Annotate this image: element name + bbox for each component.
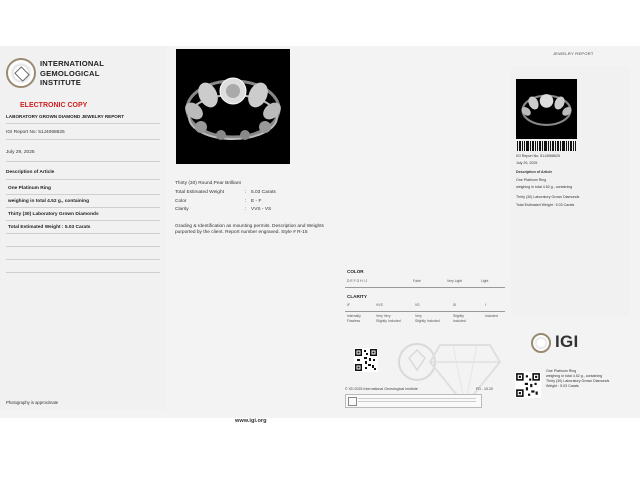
org-name-line1: INTERNATIONAL	[40, 59, 105, 68]
microtext-line	[358, 401, 476, 402]
clarity-desc: Included	[485, 314, 498, 318]
right-report-number: IGI Report No: 51J4068625	[516, 154, 560, 158]
igi-logo	[531, 333, 591, 355]
copyright: © IGI 2025 International Gemological Institute	[345, 387, 418, 391]
description-title: Description of Article	[6, 170, 55, 175]
property-row	[175, 189, 345, 198]
report-date: July 29, 2025	[6, 150, 35, 155]
org-name-line2: GEMOLOGICAL	[40, 68, 100, 78]
right-report-date: July 29, 2025	[516, 161, 538, 165]
ring-photo	[176, 49, 290, 164]
color-scale-line	[345, 287, 505, 288]
right-desc-line: weighing in total 4.52 g., containing	[516, 185, 573, 189]
clarity-scale-title: CLARITY	[347, 294, 367, 299]
clarity-desc: Very	[415, 314, 422, 318]
right-desc-line: One Platinum Ring	[516, 178, 547, 182]
grading-properties	[175, 180, 345, 215]
electronic-copy-label: ELECTRONIC COPY	[20, 102, 88, 109]
clarity-si: SI	[453, 303, 457, 307]
color-very-light: Very Light	[447, 279, 463, 283]
barcode-icon	[516, 141, 577, 151]
divider	[6, 139, 160, 140]
jewelry-report-label: JEWELRY REPORT	[553, 51, 594, 56]
property-colon: :	[245, 189, 247, 195]
clarity-desc: Very Very	[376, 314, 391, 318]
summary-line: weighing in total 4.52 g., containing	[546, 374, 603, 378]
igi-logo-block	[6, 58, 156, 98]
property-colon: :	[245, 198, 247, 204]
clarity-desc: Slightly Included	[415, 319, 440, 323]
security-strip	[345, 394, 482, 408]
shape-line: Thirty (30) Round,Pear Brilliant	[175, 181, 241, 186]
divider	[6, 233, 160, 234]
clarity-scale-line	[345, 311, 505, 312]
color-faint: Faint	[413, 279, 421, 283]
property-value: VVS - VS	[251, 207, 272, 213]
property-value: E - F	[251, 198, 262, 204]
summary-line: Thirty (30) Laboratory Grown Diamonds	[546, 379, 610, 383]
report-type: LABORATORY GROWN DIAMOND JEWELRY REPORT	[6, 114, 124, 119]
summary-line: Weight : 5.03 Carats	[546, 384, 579, 388]
desc-line1: One Platinum Ring	[8, 186, 51, 191]
property-label: Clarity	[175, 207, 189, 213]
divider	[6, 123, 160, 124]
property-value: 5.03 Carats	[251, 189, 276, 195]
property-row	[175, 206, 345, 215]
microtext-line	[358, 398, 476, 399]
comments: Grading & Identification as mounting permits. Description and Weights purported by the client. Report number engraved. Style # R-15	[175, 224, 324, 235]
property-row	[175, 198, 345, 207]
photo-note: Photography is approximate	[6, 400, 59, 405]
right-desc-line: Thirty (30) Laboratory Grown Diamonds	[516, 195, 580, 199]
divider	[6, 207, 160, 208]
clarity-vvs: VVS	[376, 303, 383, 307]
igi-seal-icon	[6, 58, 36, 88]
right-description-title: Description of Article	[516, 170, 553, 174]
org-name	[40, 59, 104, 88]
desc-line2: weighing in total 4.52 g., containing	[8, 199, 90, 204]
summary-line: One Platinum Ring	[546, 369, 577, 373]
shape-row	[175, 180, 345, 189]
divider	[6, 272, 160, 273]
hologram-icon	[348, 397, 357, 406]
igi-seal-icon	[531, 333, 551, 353]
divider	[6, 246, 160, 247]
clarity-desc: Internally	[347, 314, 361, 318]
color-scale-title: COLOR	[347, 269, 364, 274]
clarity-i: I	[485, 303, 486, 307]
divider	[6, 259, 160, 260]
desc-line4: Total Estimated Weight : 5.03 Carats	[8, 225, 91, 230]
org-name-line3: INSTITUTE	[40, 78, 82, 87]
property-colon: :	[245, 207, 247, 213]
divider	[6, 194, 160, 195]
clarity-if: IF	[347, 303, 351, 307]
divider	[6, 161, 160, 162]
clarity-desc: Flawless	[347, 319, 361, 323]
clarity-desc: Included	[453, 319, 466, 323]
property-label: Total Estimated Weight	[175, 189, 224, 195]
qr-code-icon	[354, 348, 378, 372]
report-number: IGI Report No: 51J4068625	[6, 130, 65, 135]
igi-wordmark: IGI	[555, 332, 579, 351]
form-code: FD - 10.20	[476, 387, 493, 391]
divider	[6, 179, 160, 180]
ring-image	[176, 49, 290, 164]
color-light: Light	[481, 279, 489, 283]
website-link[interactable]: www.igi.org	[235, 418, 267, 424]
ring-thumbnail	[516, 79, 577, 139]
qr-code-icon	[515, 372, 541, 398]
ring-thumbnail-image	[516, 79, 577, 139]
property-label: Color	[175, 198, 187, 204]
clarity-vs: VS	[415, 303, 420, 307]
right-desc-line: Total Estimated Weight : 5.03 Carats	[516, 203, 575, 207]
divider	[6, 220, 160, 221]
desc-line3: Thirty (30) Laboratory Grown Diamonds	[8, 212, 99, 217]
clarity-desc: Slightly Included	[376, 319, 401, 323]
clarity-desc: Slightly	[453, 314, 464, 318]
color-grades: D E F G H I J	[347, 279, 368, 283]
